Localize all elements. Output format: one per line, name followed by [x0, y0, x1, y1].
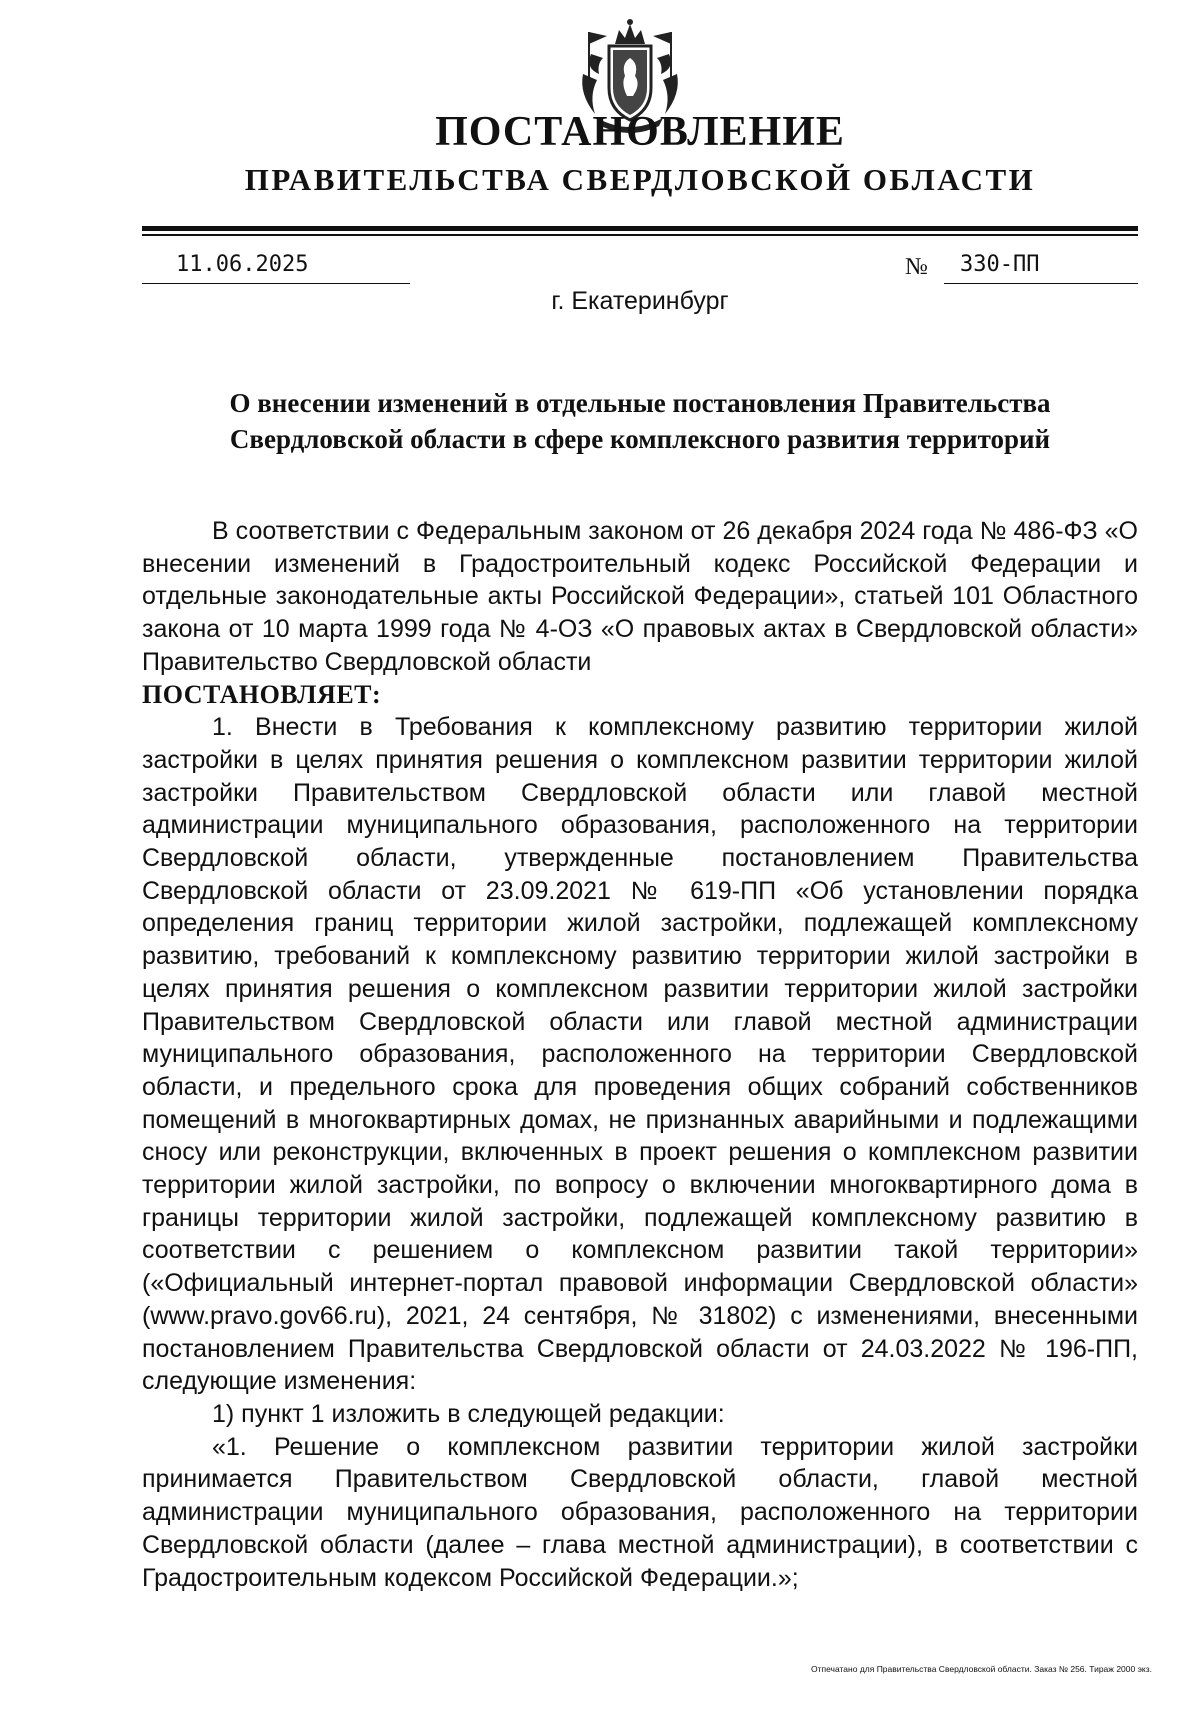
item-1-1-paragraph: 1) пункт 1 изложить в следующей редакции: [212, 1399, 725, 1428]
header-divider-thin [142, 234, 1138, 236]
document-title: ПОСТАНОВЛЕНИЕ [435, 109, 845, 155]
print-note: Отпечатано для Правительства Свердловской области. Заказ № 256. Тираж 2000 экз. [810, 1664, 1152, 1674]
document-date: 11.06.2025 [142, 250, 410, 284]
item-1-1-text-paragraph: «1. Решение о комплексном развитии территории жилой застройки принимается Правительством Свердловской области, главой местной администрации муниципального образования, расположенного на территории Свердловской области (далее – глава местной администрации), в соответствии с Градостроительным кодексом Российской Федерации.»; [142, 1432, 1138, 1592]
document-body [142, 515, 1138, 1594]
heading-line-1: О внесении изменений в отдельные постановления Правительства [229, 388, 1051, 418]
document-subtitle: ПРАВИТЕЛЬСТВА СВЕРДЛОВСКОЙ ОБЛАСТИ [244, 162, 1036, 197]
header-divider-thick [142, 226, 1138, 231]
item-1-paragraph: 1. Внести в Требования к комплексному развитию территории жилой застройки в целях принятия решения о комплексном развитии территории жилой застройки Правительством Свердловской области или главой местной администрации муниципального образования, расположенного на территории Свердловской области, утвержденные постановлением Правительства Свердловской области от 23.09.2021 № 619-ПП «Об установлении порядка определения границ территории жилой застройки, подлежащей комплексному развитию, требований к комплексному развитию территории жилой застройки в целях принятия решения о комплексном развитии территории жилой застройки Правительством Свердловской области или главой местной администрации муниципального образования, расположенного на территории Свердловской области, и предельного срока для проведения общих собраний собственников помещений в многоквартирных домах, не признанных аварийными и подлежащими сносу или реконструкции, включенных в проект решения о комплексном развитии территории жилой застройки, по вопросу о включении многоквартирного дома в границы территории жилой застройки, подлежащей комплексному развитию в соответствии с решением о комплексном развитии такой территории» («Официальный интернет-портал правовой информации Свердловской области» (www.pravo.gov66.ru), 2021, 24 сентября, № 31802) с изменениями, внесенными постановлением Правительства Свердловской области от 24.03.2022 № 196-ПП, следующие изменения: [142, 713, 1138, 1396]
decree-word-line [142, 679, 1138, 712]
document-heading [142, 385, 1138, 457]
document-number: 330-ПП [944, 250, 1138, 284]
preamble-paragraph: В соответствии с Федеральным законом от 26 декабря 2024 года № 486-ФЗ «О внесении изменений в Градостроительный кодекс Российской Федерации и отдельные законодательные акты Российской Федерации», статьей 101 Областного закона от 10 марта 1999 года № 4-ОЗ «О правовых актах в Свердловской области» Правительство Свердловской области [142, 517, 1138, 676]
heading-line-2: Свердловской области в сфере комплексного развития территорий [229, 424, 1051, 454]
decree-word: ПОСТАНОВЛЯЕТ: [142, 679, 382, 709]
document-city: г. Екатеринбург [551, 287, 729, 315]
number-sign: № [905, 254, 928, 280]
